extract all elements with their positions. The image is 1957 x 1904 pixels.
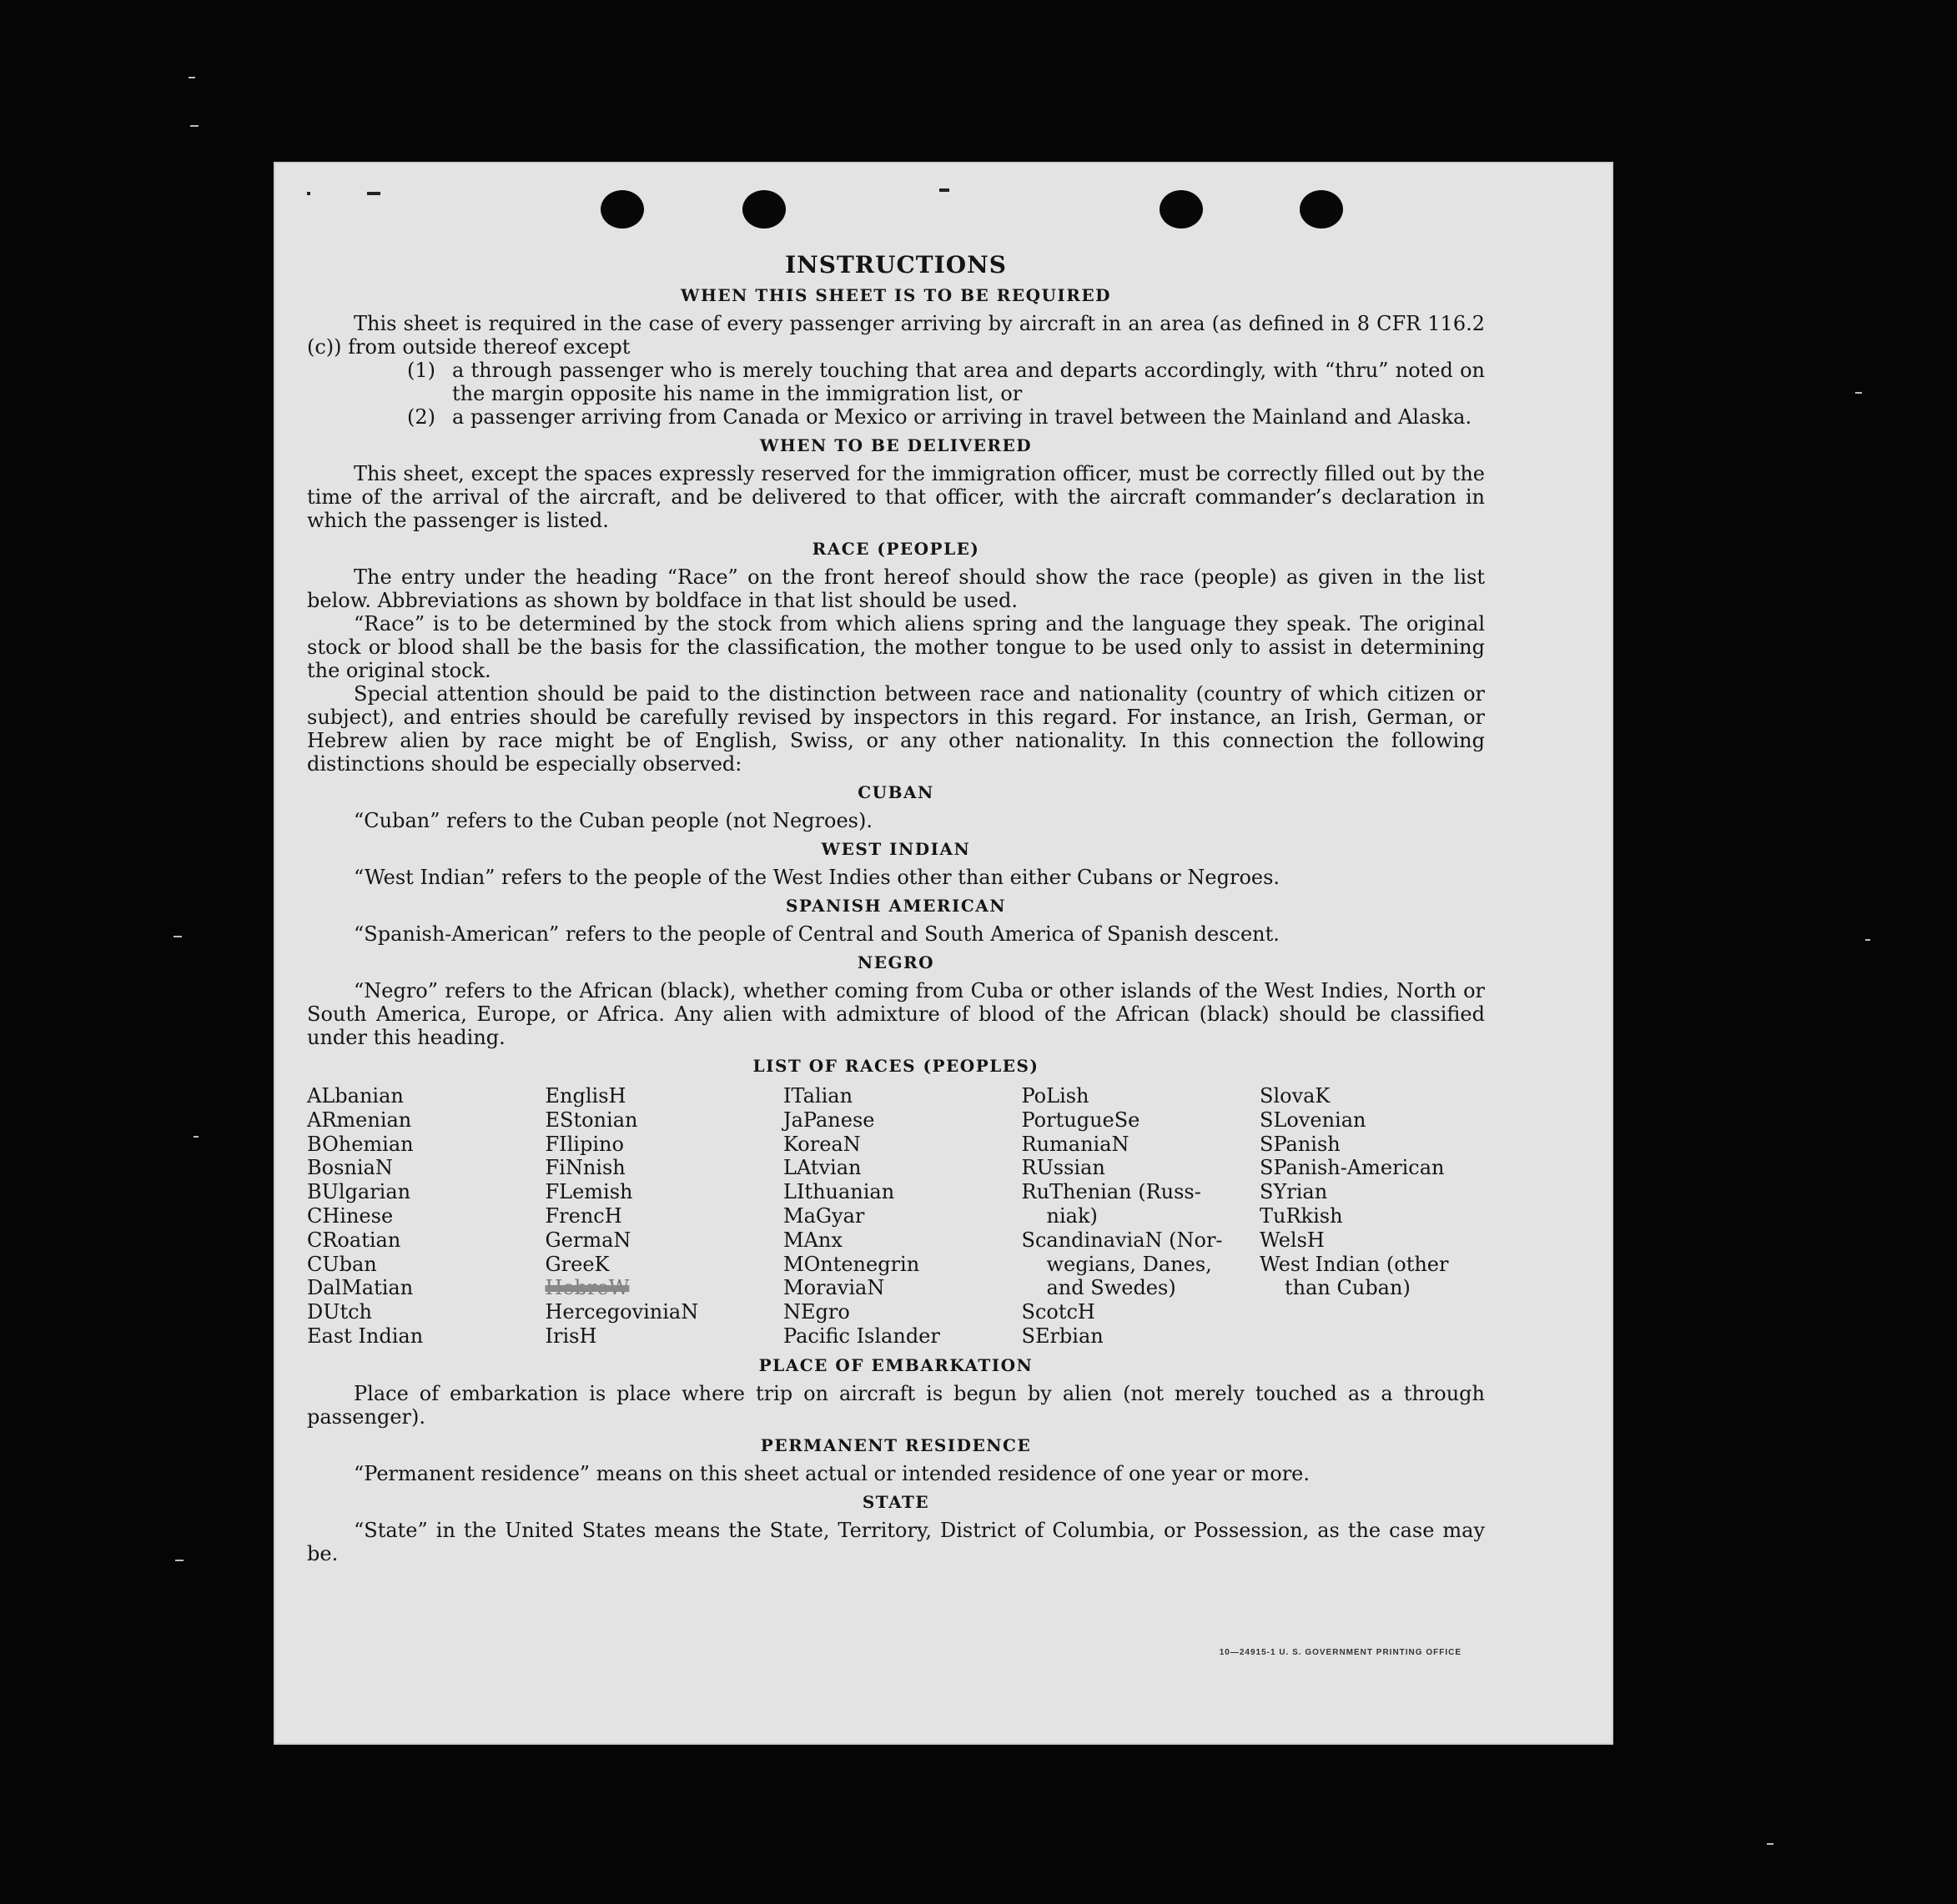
- race-entry: West Indian (other: [1260, 1252, 1449, 1276]
- race-entry: SPanish: [1260, 1132, 1341, 1156]
- punch-hole: [601, 190, 644, 229]
- race-entry: PortugueSe: [1021, 1108, 1140, 1132]
- races-column-5: [1260, 1084, 1485, 1349]
- races-column-4: [1022, 1084, 1247, 1349]
- race-entry: ARmenian: [307, 1108, 412, 1132]
- list-item-exception-2: [407, 405, 1485, 429]
- race-entry: LAtvian: [783, 1156, 862, 1180]
- scan-speck: [1855, 392, 1862, 394]
- race-entry: RumaniaN: [1021, 1132, 1129, 1156]
- paragraph-residence: “Permanent residence” means on this sheet actual or intended residence of one year or more.: [354, 1461, 1310, 1485]
- paragraph-state: “State” in the United States means the State, Territory, District of Columbia, or Possession, as the case may be.: [307, 1518, 1485, 1565]
- race-entry: GermaN: [545, 1228, 631, 1252]
- races-list: [307, 1084, 1485, 1349]
- race-entry: ITalian: [783, 1084, 853, 1108]
- race-entry: BUlgarian: [307, 1180, 411, 1204]
- section-heading-residence: PERMANENT RESIDENCE: [760, 1434, 1032, 1455]
- printer-imprint: 10—24915-1 U. S. GOVERNMENT PRINTING OFFICE: [1219, 1648, 1461, 1657]
- race-entry: PoLish: [1021, 1084, 1089, 1108]
- race-entry: RuThenian (Russ-: [1021, 1180, 1201, 1204]
- paragraph-when-required: This sheet is required in the case of every passenger arriving by aircraft in an area (as defined in 8 CFR 116.2 (c)) from outside thereof except: [307, 312, 1485, 359]
- race-entry: FrencH: [545, 1203, 622, 1228]
- race-entry: CUban: [307, 1252, 377, 1276]
- race-entry-continuation: and Swedes): [1046, 1276, 1176, 1300]
- scan-speck: [194, 1136, 199, 1138]
- section-heading-state: STATE: [862, 1491, 930, 1512]
- punch-hole: [1160, 190, 1203, 229]
- race-entry-continuation: wegians, Danes,: [1046, 1252, 1212, 1276]
- scan-speck: [175, 1560, 184, 1561]
- scan-speck: [189, 77, 195, 78]
- section-heading-embarkation: PLACE OF EMBARKATION: [758, 1354, 1034, 1375]
- paragraph-cuban: “Cuban” refers to the Cuban people (not Negroes).: [354, 809, 873, 832]
- race-entry: FLemish: [545, 1180, 633, 1204]
- race-entry: EnglisH: [545, 1084, 626, 1108]
- punch-hole: [742, 190, 786, 229]
- race-entry: MoraviaN: [783, 1276, 885, 1300]
- section-heading-list-of-races: LIST OF RACES (PEOPLES): [752, 1056, 1039, 1076]
- section-heading-race: RACE (PEOPLE): [812, 539, 980, 559]
- item-text: a through passenger who is merely touching that area and departs accordingly, with “thru” noted on the margin opposite his name in the immigration list, or: [452, 359, 1485, 405]
- section-heading-cuban: CUBAN: [858, 782, 934, 802]
- race-entry: SLovenian: [1260, 1108, 1366, 1132]
- race-entry: DalMatian: [307, 1276, 414, 1300]
- race-entry-continuation: than Cuban): [1285, 1276, 1411, 1300]
- scan-speck: [174, 936, 182, 937]
- race-entry: Pacific Islander: [783, 1324, 940, 1348]
- page-title: INSTRUCTIONS: [785, 251, 1007, 279]
- scan-speck: [1767, 1843, 1773, 1845]
- race-entry: JaPanese: [783, 1108, 875, 1132]
- race-entry-struck: HebreW: [545, 1276, 630, 1300]
- race-entry: East Indian: [307, 1324, 424, 1348]
- item-number: (1): [407, 359, 435, 382]
- race-entry: SPanish-American: [1260, 1156, 1445, 1180]
- scan-speck: [190, 125, 199, 127]
- race-entry: LIthuanian: [783, 1180, 895, 1204]
- ink-mark: [307, 192, 310, 195]
- paragraph-race-2: “Race” is to be determined by the stock from which aliens spring and the language they speak. The original stock or blood shall be the basis for the classification, the mother tongue to be used only to assist in determining the original stock.: [307, 612, 1485, 682]
- race-entry: RUssian: [1021, 1156, 1105, 1180]
- paragraph-spanish-american: “Spanish-American” refers to the people of Central and South America of Spanish descent.: [354, 922, 1280, 946]
- race-entry: BOhemian: [307, 1132, 414, 1156]
- ink-mark: [367, 192, 380, 195]
- item-text: a passenger arriving from Canada or Mexico or arriving in travel between the Mainland and Alaska.: [452, 405, 1472, 429]
- race-entry: MAnx: [783, 1228, 843, 1252]
- race-entry: SYrian: [1260, 1180, 1328, 1204]
- paragraph-negro: “Negro” refers to the African (black), whether coming from Cuba or other islands of the West Indies, North or South America, Europe, or Africa. Any alien with admixture of blood of the African (black) should be classified under this heading.: [307, 979, 1485, 1049]
- race-entry: CRoatian: [307, 1228, 401, 1252]
- race-entry: NEgro: [783, 1300, 850, 1324]
- punch-hole: [1300, 190, 1343, 229]
- race-entry: ScandinaviaN (Nor-: [1021, 1228, 1223, 1252]
- race-entry: MOntenegrin: [783, 1252, 920, 1276]
- race-entry: FiNnish: [545, 1156, 626, 1180]
- races-column-3: [783, 1084, 1009, 1349]
- paragraph-embarkation: Place of embarkation is place where trip on aircraft is begun by alien (not merely touched as a through passenger).: [307, 1381, 1485, 1429]
- race-entry: WelsH: [1260, 1228, 1325, 1252]
- race-entry: DUtch: [307, 1300, 373, 1324]
- race-entry: TuRkish: [1260, 1203, 1343, 1228]
- paragraph-west-indian: “West Indian” refers to the people of the West Indies other than either Cubans or Negroes.: [354, 866, 1280, 889]
- race-entry: FIlipino: [545, 1132, 624, 1156]
- races-column-1: [307, 1084, 532, 1349]
- paragraph-race-1: The entry under the heading “Race” on the front hereof should show the race (people) as given in the list below. Abbreviations as shown by boldface in that list should be used.: [307, 565, 1485, 612]
- section-heading-when-delivered: WHEN TO BE DELIVERED: [759, 435, 1033, 455]
- section-heading-west-indian: WEST INDIAN: [821, 839, 971, 859]
- paragraph-when-delivered: This sheet, except the spaces expressly reserved for the immigration officer, must be correctly filled out by the time of the arrival of the aircraft, and be delivered to that officer, with the aircraft commander’s declaration in which the passenger is listed.: [307, 462, 1485, 532]
- section-heading-spanish-american: SPANISH AMERICAN: [785, 896, 1007, 916]
- race-entry: BosniaN: [307, 1156, 393, 1180]
- race-entry: ALbanian: [307, 1084, 404, 1108]
- section-heading-negro: NEGRO: [857, 952, 935, 972]
- race-entry-continuation: niak): [1046, 1203, 1098, 1228]
- race-entry: SlovaK: [1260, 1084, 1331, 1108]
- ink-mark: [939, 188, 949, 192]
- scan-speck: [1865, 939, 1870, 941]
- instruction-sheet: [275, 163, 1612, 1743]
- race-entry: EStonian: [545, 1108, 638, 1132]
- list-item-exception-1: [407, 359, 1485, 405]
- race-entry: HercegoviniaN: [545, 1300, 699, 1324]
- race-entry: GreeK: [545, 1252, 610, 1276]
- race-entry: CHinese: [307, 1203, 394, 1228]
- races-column-2: [546, 1084, 771, 1349]
- paragraph-race-3: Special attention should be paid to the distinction between race and nationality (country of which citizen or subject), and entries should be carefully revised by inspectors in this regard. For instance, an Irish, German, or Hebrew alien by race might be of English, Swiss, or any other nationality. In this connection the following distinctions should be especially observed:: [307, 682, 1485, 776]
- section-heading-when-required: WHEN THIS SHEET IS TO BE REQUIRED: [681, 285, 1111, 305]
- race-entry: SErbian: [1021, 1324, 1104, 1348]
- instructions-content: [307, 251, 1485, 1565]
- race-entry: MaGyar: [783, 1203, 865, 1228]
- race-entry: KoreaN: [783, 1132, 861, 1156]
- race-entry: ScotcH: [1021, 1300, 1095, 1324]
- item-number: (2): [407, 405, 435, 429]
- race-entry: IrisH: [545, 1324, 597, 1348]
